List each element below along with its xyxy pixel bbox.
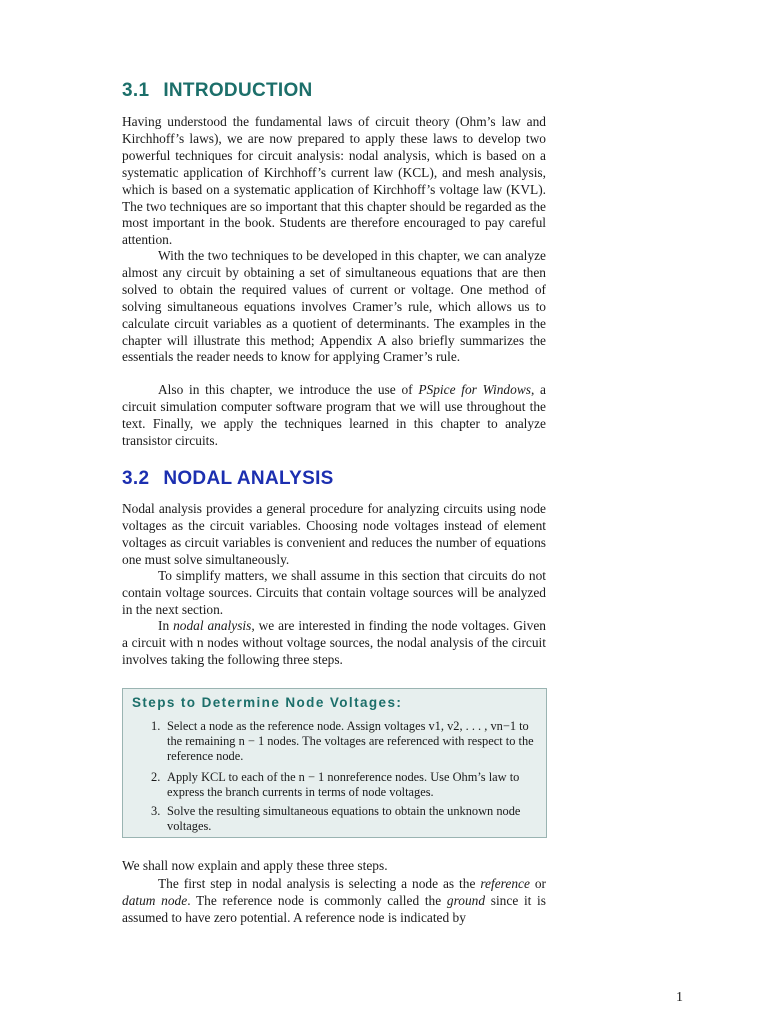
steps-title: Steps to Determine Node Voltages: — [132, 695, 403, 710]
closing-paragraph-2: The first step in nodal analysis is selecting a node as the reference or datum node. The reference node is commonly called the ground since it is assumed to have zero potential. A reference node is indicated by — [122, 876, 546, 925]
step-number: 1. — [151, 719, 161, 733]
step-number: 3. — [151, 804, 161, 818]
ground-term: ground — [446, 892, 486, 908]
step-text: Select a node as the reference node. Assign voltages v1, v2, . . . , vn−1 to the remaining n − 1 nodes. The voltages are referenced with respect to the reference node. — [167, 719, 534, 763]
step-item — [151, 804, 537, 834]
section-number: 3.1 — [122, 80, 150, 101]
step-item — [151, 719, 537, 764]
nodal-paragraph-2: To simplify matters, we shall assume in this section that circuits do not contain voltage sources. Circuits that contain voltage sources will be analyzed in the next section. — [122, 568, 546, 617]
step-text: Apply KCL to each of the n − 1 nonreference nodes. Use Ohm’s law to express the branch currents in terms of node voltages. — [167, 770, 520, 799]
intro-paragraph-2: With the two techniques to be developed in this chapter, we can analyze almost any circuit by obtaining a set of simultaneous equations that are then solved to obtain the required values of current or voltage. One method of solving simultaneous equations involves Cramer’s rule, which allows us to calculate circuit variables as a quotient of determinants. The examples in the chapter will illustrate this method; Appendix A also briefly summarizes the essentials the reader needs to know for applying Cramer’s rule. — [122, 248, 546, 365]
datum-node-term: datum node — [122, 892, 188, 908]
page-number: 1 — [676, 990, 683, 1005]
reference-term: reference — [480, 876, 530, 891]
nodal-paragraph-1: Nodal analysis provides a general procedure for analyzing circuits using node voltages as the circuit variables. Choosing node voltages instead of element voltages as circuit variables is convenient and reduces the number of equations one must solve simultaneously. — [122, 501, 546, 567]
nodal-analysis-term: nodal analysis — [173, 618, 252, 633]
section-number: 3.2 — [122, 468, 150, 489]
closing-paragraph-1: We shall now explain and apply these three steps. — [122, 858, 388, 873]
intro-paragraph-3: Also in this chapter, we introduce the use of PSpice for Windows, a circuit simulation computer software program that we will use throughout the text. Finally, we apply the techniques learned in this chapter to analyze transistor circuits. — [122, 382, 546, 448]
intro-paragraph-1: Having understood the fundamental laws of circuit theory (Ohm’s law and Kirchhoff’s laws), we are now prepared to apply these laws to develop two powerful techniques for circuit analysis: nodal analysis, which is based on a systematic application of Kirchhoff’s current law (KCL), and mesh analysis, which is based on a systematic application of Kirchhoff’s voltage law (KVL). The two techniques are so important that this chapter should be regarded as the most important in the book. Students are therefore encouraged to pay careful attention. — [122, 114, 546, 248]
step-item — [151, 770, 537, 800]
step-text: Solve the resulting simultaneous equations to obtain the unknown node voltages. — [167, 804, 521, 833]
pspice-term: PSpice for Windows — [418, 382, 531, 397]
step-number: 2. — [151, 770, 161, 784]
nodal-paragraph-3: In nodal analysis, we are interested in finding the node voltages. Given a circuit with n nodes without voltage sources, the nodal analysis of the circuit involves taking the following three steps. — [122, 618, 546, 667]
section-heading-introduction — [122, 81, 313, 100]
section-title: NODAL ANALYSIS — [163, 468, 334, 489]
section-heading-nodal-analysis — [122, 469, 334, 488]
steps-box — [122, 688, 547, 838]
section-title: INTRODUCTION — [163, 80, 313, 101]
